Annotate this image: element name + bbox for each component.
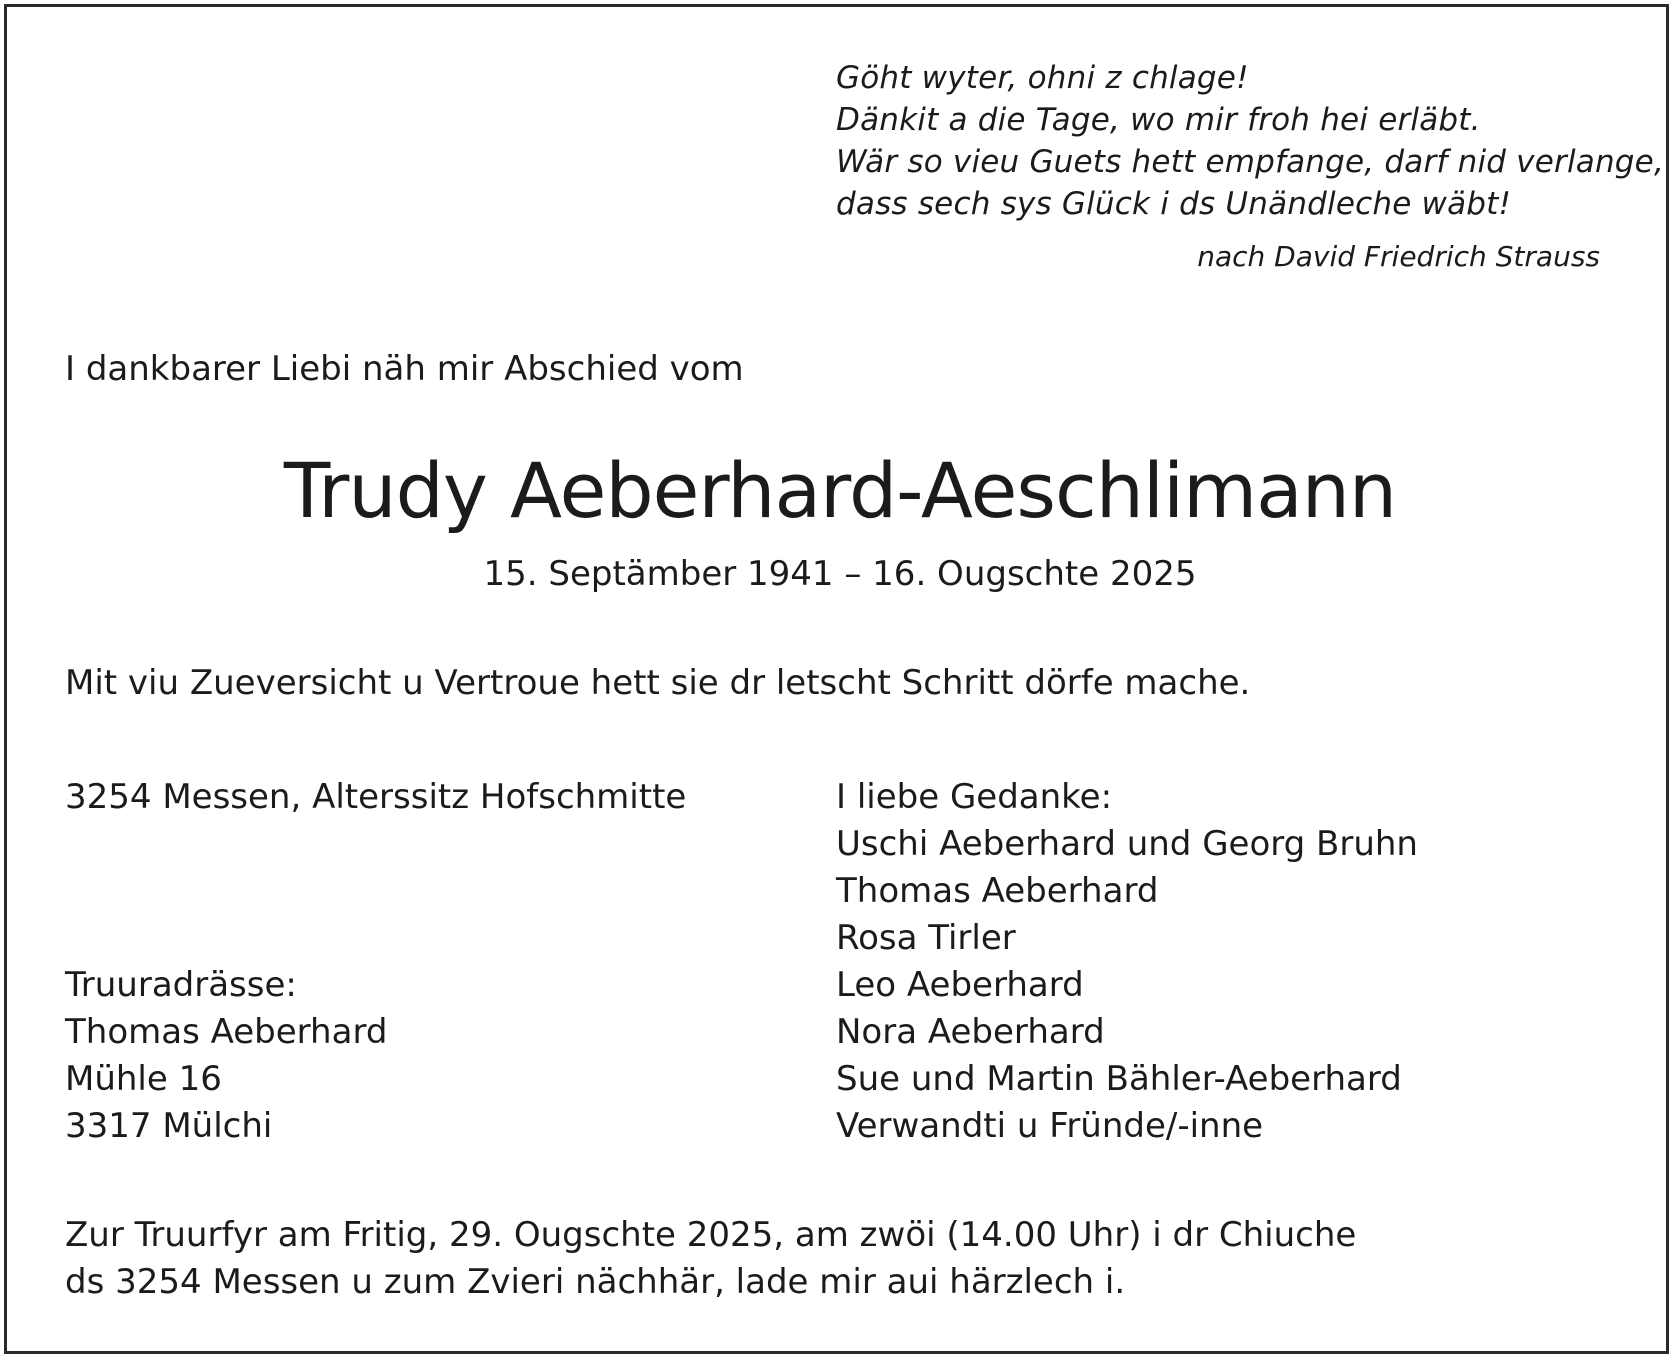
mourner-name: Verwandti u Fründe/-inne bbox=[836, 1106, 1264, 1146]
residence: 3254 Messen, Alterssitz Hofschmitte bbox=[65, 777, 687, 817]
mourner-name: Uschi Aeberhard und Georg Bruhn bbox=[836, 824, 1418, 864]
quote-attribution: nach David Friedrich Strauss bbox=[1197, 240, 1600, 273]
mourning-address bbox=[65, 962, 387, 1150]
life-dates: 15. Septämber 1941 – 16. Ougschte 2025 bbox=[483, 554, 1197, 594]
mourning-address-name: Thomas Aeberhard bbox=[65, 1012, 388, 1052]
deceased-name: Trudy Aeberhard-Aeschlimann bbox=[283, 446, 1397, 535]
ceremony-line: ds 3254 Messen u zum Zvieri nächhär, lade mir aui härzlech i. bbox=[65, 1262, 1126, 1302]
intro-text: I dankbarer Liebi näh mir Abschied vom bbox=[65, 349, 744, 389]
ceremony-info bbox=[65, 1212, 1356, 1306]
mourner-name: Nora Aeberhard bbox=[836, 1012, 1105, 1052]
mourner-name: Leo Aeberhard bbox=[836, 965, 1084, 1005]
mourning-address-street: Mühle 16 bbox=[65, 1059, 222, 1099]
mourners-list bbox=[836, 774, 1418, 1150]
mourner-name: Sue und Martin Bähler-Aeberhard bbox=[836, 1059, 1402, 1099]
mourner-name: Thomas Aeberhard bbox=[836, 871, 1159, 911]
quote-line: Göht wyter, ohni z chlage! bbox=[836, 60, 1249, 96]
mourner-name: Rosa Tirler bbox=[836, 918, 1016, 958]
mourners-heading: I liebe Gedanke: bbox=[836, 777, 1113, 817]
quote-line: Wär so vieu Guets hett empfange, darf nid verlange, bbox=[836, 144, 1665, 180]
ceremony-line: Zur Truurfyr am Fritig, 29. Ougschte 2025, am zwöi (14.00 Uhr) i dr Chiuche bbox=[65, 1215, 1357, 1255]
farewell-message: Mit viu Zueversicht u Vertroue hett sie dr letscht Schritt dörfe mache. bbox=[65, 663, 1251, 703]
quote-line: dass sech sys Glück i ds Unändleche wäbt! bbox=[836, 186, 1512, 222]
mourning-address-city: 3317 Mülchi bbox=[65, 1106, 273, 1146]
mourning-address-heading: Truuradrässe: bbox=[65, 965, 297, 1005]
quote-line: Dänkit a die Tage, wo mir froh hei erläbt. bbox=[836, 102, 1481, 138]
